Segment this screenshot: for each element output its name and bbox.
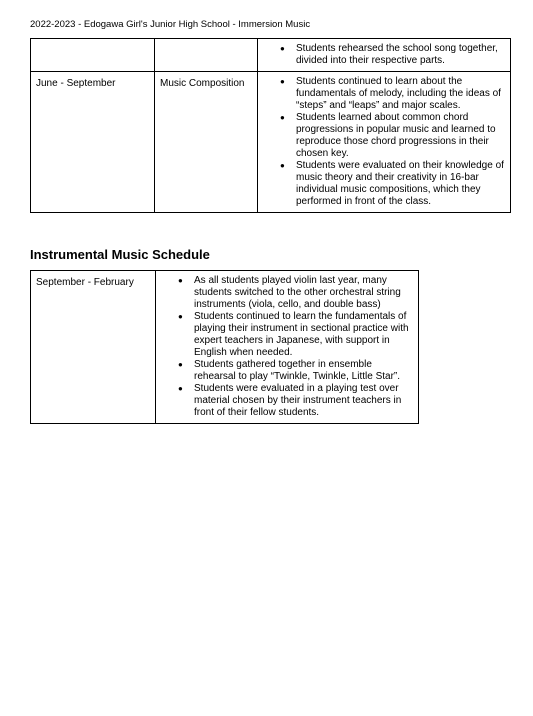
table-cell-details [258, 72, 511, 213]
bullet-list [176, 275, 412, 419]
table-cell-period: June - September [31, 72, 155, 213]
table-cell-topic [155, 39, 258, 72]
list-item: ● Students were evaluated in a playing test over material chosen by their instrument teachers in front of their fellow students. [194, 383, 412, 419]
list-item: ● Students rehearsed the school song together, divided into their respective parts. [296, 43, 504, 67]
table-row [31, 39, 511, 72]
section-title: Instrumental Music Schedule [30, 247, 210, 262]
table-row [31, 72, 511, 213]
composition-schedule-table [30, 38, 511, 213]
table-cell-details [258, 39, 511, 72]
page-header: 2022-2023 - Edogawa Girl's Junior High School - Immersion Music [30, 19, 311, 30]
list-item: ● Students learned about common chord progressions in popular music and learned to reproduce those chord progressions in their chosen key. [296, 112, 504, 160]
table-cell-period: September - February [31, 271, 156, 424]
list-item: ● As all students played violin last year, many students switched to the other orchestral string instruments (viola, cello, and double bass) [194, 275, 412, 311]
list-item: ● Students gathered together in ensemble rehearsal to play “Twinkle, Twinkle, Little Star”. [194, 359, 412, 383]
bullet-list [278, 43, 504, 67]
list-item: ● Students continued to learn the fundamentals of playing their instrument in sectional practice with expert teachers in Japanese, with support in English when needed. [194, 311, 412, 359]
table-cell-details [156, 271, 419, 424]
list-item: ● Students continued to learn about the fundamentals of melody, including the ideas of “steps” and “leaps” and major scales. [296, 76, 504, 112]
table-cell-period [31, 39, 155, 72]
table-cell-topic: Music Composition [155, 72, 258, 213]
list-item: ● Students were evaluated on their knowledge of music theory and their creativity in 16-bar individual music compositions, which they performed in front of the class. [296, 160, 504, 208]
bullet-list [278, 76, 504, 208]
table-row [31, 271, 419, 424]
instrumental-schedule-table [30, 270, 419, 424]
